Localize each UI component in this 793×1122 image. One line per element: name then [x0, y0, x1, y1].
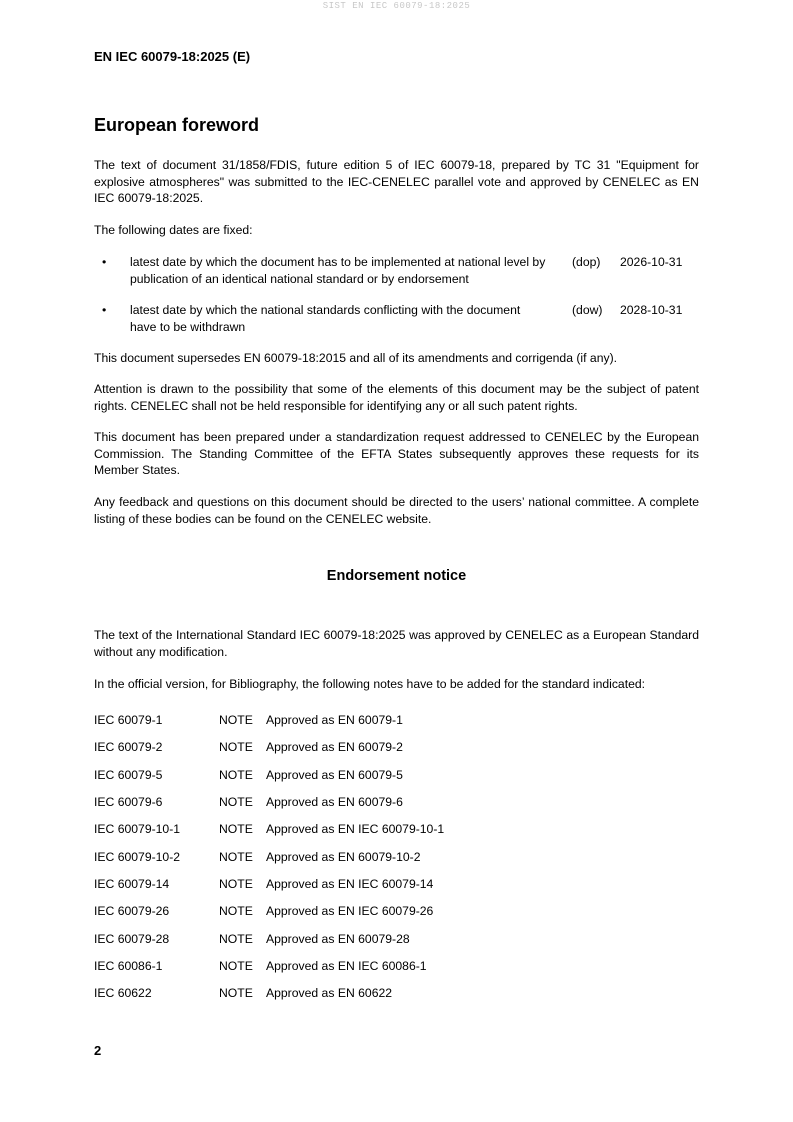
- date-item-date: 2028-10-31: [620, 303, 683, 317]
- note-standard: IEC 60079-28: [94, 932, 170, 946]
- note-text: Approved as EN 60079-10-2: [266, 850, 421, 864]
- note-text: Approved as EN 60079-1: [266, 713, 403, 727]
- endorsement-approval: The text of the International Standard IEC 60079-18:2025 was approved by CENELEC as a European Standard without any modification.: [94, 628, 699, 659]
- note-row: [94, 712, 699, 728]
- date-item-dow: [94, 302, 699, 336]
- date-item-code: (dow): [572, 303, 603, 317]
- note-text: Approved as EN IEC 60079-10-1: [266, 822, 445, 836]
- date-item-dop: [94, 254, 699, 288]
- bullet-icon: •: [102, 303, 107, 317]
- patent-paragraph: Attention is drawn to the possibility that some of the elements of this document may be the subject of patent rights. CENELEC shall not be held responsible for identifying any or all such patent rights.: [94, 382, 699, 413]
- note-label: NOTE: [219, 822, 253, 836]
- note-row: [94, 985, 699, 1001]
- supersedes-paragraph: This document supersedes EN 60079-18:2015 and all of its amendments and corrigenda (if any).: [94, 351, 618, 365]
- foreword-intro: The text of document 31/1858/FDIS, future edition 5 of IEC 60079-18, prepared by TC 31 "Equipment for explosive atmospheres" was submitted to the IEC-CENELEC parallel vote and approved by CENELEC as EN IEC 60079-18:2025.: [94, 158, 699, 205]
- date-item-text: latest date by which the national standards conflicting with the document have to be withdrawn: [130, 303, 521, 334]
- note-row: [94, 876, 699, 892]
- document-id: EN IEC 60079-18:2025 (E): [94, 49, 251, 64]
- bullet-icon: •: [102, 255, 107, 269]
- note-text: Approved as EN 60079-5: [266, 768, 403, 782]
- note-row: [94, 958, 699, 974]
- note-standard: IEC 60079-10-2: [94, 850, 181, 864]
- note-label: NOTE: [219, 904, 253, 918]
- note-standard: IEC 60079-10-1: [94, 822, 181, 836]
- note-label: NOTE: [219, 795, 253, 809]
- note-standard: IEC 60079-1: [94, 713, 163, 727]
- note-label: NOTE: [219, 959, 253, 973]
- note-text: Approved as EN IEC 60079-26: [266, 904, 434, 918]
- note-text: Approved as EN 60622: [266, 986, 393, 1000]
- note-standard: IEC 60079-5: [94, 768, 163, 782]
- date-item-text: latest date by which the document has to be implemented at national level by publication of an identical national standard or by endorsement: [130, 255, 546, 286]
- note-label: NOTE: [219, 713, 253, 727]
- note-label: NOTE: [219, 986, 253, 1000]
- date-item-date: 2026-10-31: [620, 255, 683, 269]
- note-standard: IEC 60622: [94, 986, 152, 1000]
- note-text: Approved as EN 60079-28: [266, 932, 410, 946]
- mandate-paragraph: This document has been prepared under a standardization request addressed to CENELEC by the European Commission. The Standing Committee of the EFTA States subsequently approves these requests for its Member States.: [94, 430, 699, 477]
- note-text: Approved as EN IEC 60079-14: [266, 877, 434, 891]
- feedback-paragraph: Any feedback and questions on this document should be directed to the users’ national committee. A complete listing of these bodies can be found on the CENELEC website.: [94, 495, 699, 526]
- note-row: [94, 849, 699, 865]
- date-item-code: (dop): [572, 255, 601, 269]
- note-standard: IEC 60079-6: [94, 795, 163, 809]
- page-number: 2: [94, 1043, 102, 1058]
- note-row: [94, 903, 699, 919]
- note-text: Approved as EN 60079-2: [266, 740, 403, 754]
- note-text: Approved as EN IEC 60086-1: [266, 959, 427, 973]
- note-row: [94, 767, 699, 783]
- note-row: [94, 739, 699, 755]
- note-standard: IEC 60079-2: [94, 740, 163, 754]
- note-label: NOTE: [219, 877, 253, 891]
- note-text: Approved as EN 60079-6: [266, 795, 403, 809]
- note-label: NOTE: [219, 932, 253, 946]
- note-standard: IEC 60079-26: [94, 904, 170, 918]
- note-label: NOTE: [219, 768, 253, 782]
- note-label: NOTE: [219, 740, 253, 754]
- endorsement-title: Endorsement notice: [326, 568, 467, 584]
- note-label: NOTE: [219, 850, 253, 864]
- note-standard: IEC 60079-14: [94, 877, 170, 891]
- bibliography-intro: In the official version, for Bibliography, the following notes have to be added for the standard indicated:: [94, 677, 646, 691]
- note-row: [94, 794, 699, 810]
- note-row: [94, 931, 699, 947]
- note-standard: IEC 60086-1: [94, 959, 163, 973]
- foreword-title: European foreword: [94, 115, 260, 135]
- dates-intro: The following dates are fixed:: [94, 223, 253, 237]
- note-row: [94, 821, 699, 837]
- watermark: SIST EN IEC 60079-18:2025: [322, 1, 471, 11]
